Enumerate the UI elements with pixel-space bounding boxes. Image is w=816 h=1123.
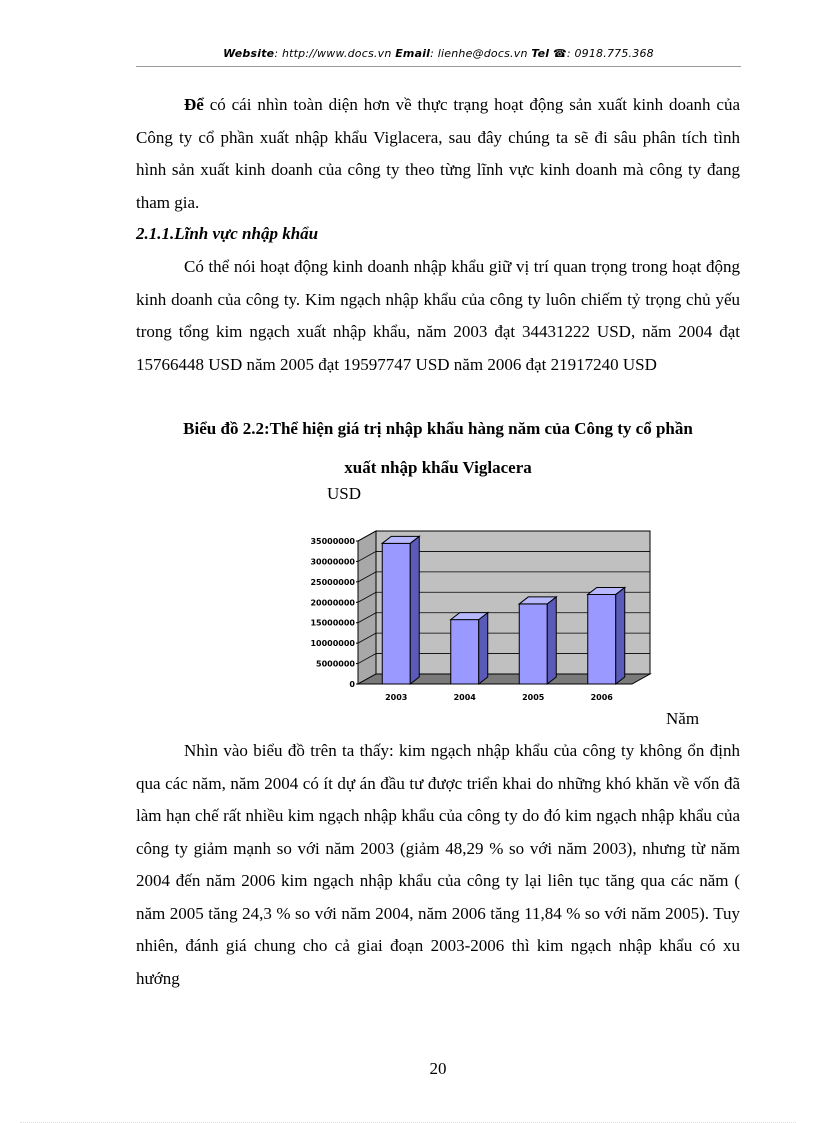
bar-side-2004 [479, 613, 488, 684]
chart-y-unit: USD [327, 484, 362, 503]
tel-label: Tel [531, 47, 550, 60]
bar-side-2006 [616, 587, 625, 684]
website-value[interactable]: : http://www.docs.vn [274, 47, 392, 60]
website-label: Website [223, 47, 275, 60]
import-bar-chart [300, 525, 660, 707]
bar-side-2005 [547, 597, 556, 684]
x-tick-label-2004: 2004 [453, 693, 476, 702]
y-tick-label: 15000000 [310, 618, 355, 628]
email-label: Email [395, 47, 431, 60]
y-tick-label: 20000000 [310, 598, 355, 608]
chart-x-unit: Năm [666, 709, 700, 728]
intro-paragraph [136, 89, 740, 219]
y-tick-label: 5000000 [316, 659, 355, 669]
section-heading: 2.1.1.Lĩnh vực nhập khẩu [136, 224, 319, 243]
header-divider [136, 66, 741, 67]
bar-2004 [451, 620, 479, 684]
email-value[interactable]: : lienhe@docs.vn [430, 47, 528, 60]
intro-text: có cái nhìn toàn diện hơn về thực trạng hoạt động sản xuất kinh doanh của Công ty cổ phần xuất nhập khẩu Viglacera, sau đây chúng ta sẽ đi sâu phân tích tình hình sản xuất kinh doanh của công ty theo từng lĩnh vực kinh doanh mà công ty đang tham gia. [136, 95, 740, 212]
analysis-text: Nhìn vào biểu đồ trên ta thấy: kim ngạch nhập khẩu của công ty không ổn định qua các năm, năm 2004 có ít dự án đầu tư được triển khai do những khó khăn về vốn đã làm hạn chế rất nhiều kim ngạch nhập khẩu của công ty do đó kim ngạch nhập khẩu của công ty giảm mạnh so với năm 2003 (giảm 48,29 % so với năm 2003), nhưng từ năm 2004 đến năm 2006 kim ngạch nhập khẩu của công ty lại liên tục tăng qua các năm ( năm 2005 tăng 24,3 % so với năm 2004, năm 2006 tăng 11,84 % so với năm 2005). Tuy nhiên, đánh giá chung cho cả giai đoạn 2003-2006 thì kim ngạch nhập khẩu có xu hướng [136, 741, 740, 988]
y-tick-label: 0 [349, 680, 355, 689]
chart-side-wall [358, 531, 376, 684]
tel-value: : 0918.775.368 [566, 47, 654, 60]
x-tick-label-2003: 2003 [385, 693, 408, 702]
page-header [136, 47, 741, 60]
y-tick-label: 10000000 [310, 639, 355, 649]
page-number: 20 [429, 1059, 447, 1078]
import-paragraph [136, 251, 740, 381]
phone-icon: ☎ [552, 47, 567, 60]
x-tick-label-2005: 2005 [522, 693, 545, 702]
bar-2003 [382, 543, 410, 684]
bar-2006 [588, 594, 616, 684]
y-tick-label: 35000000 [310, 537, 355, 546]
import-text: Có thể nói hoạt động kinh doanh nhập khẩu giữ vị trí quan trọng trong hoạt động kinh doanh của công ty. Kim ngạch nhập khẩu của công ty luôn chiếm tỷ trọng chủ yếu trong tổng kim ngạch xuất nhập khẩu, năm 2003 đạt 34431222 USD, năm 2004 đạt 15766448 USD năm 2005 đạt 19597747 USD năm 2006 đạt 21917240 USD [136, 257, 740, 374]
x-tick-label-2006: 2006 [590, 693, 613, 702]
y-tick-label: 30000000 [310, 557, 355, 567]
bar-side-2003 [410, 536, 419, 684]
chart-caption-line2: xuất nhập khẩu Viglacera [344, 458, 532, 477]
y-tick-label: 25000000 [310, 577, 355, 587]
bar-2005 [519, 604, 547, 684]
chart-caption-line1: Biểu đồ 2.2:Thể hiện giá trị nhập khẩu hàng năm của Công ty cổ phần [183, 419, 693, 438]
analysis-paragraph [136, 735, 740, 995]
intro-lead: Để [184, 95, 204, 114]
